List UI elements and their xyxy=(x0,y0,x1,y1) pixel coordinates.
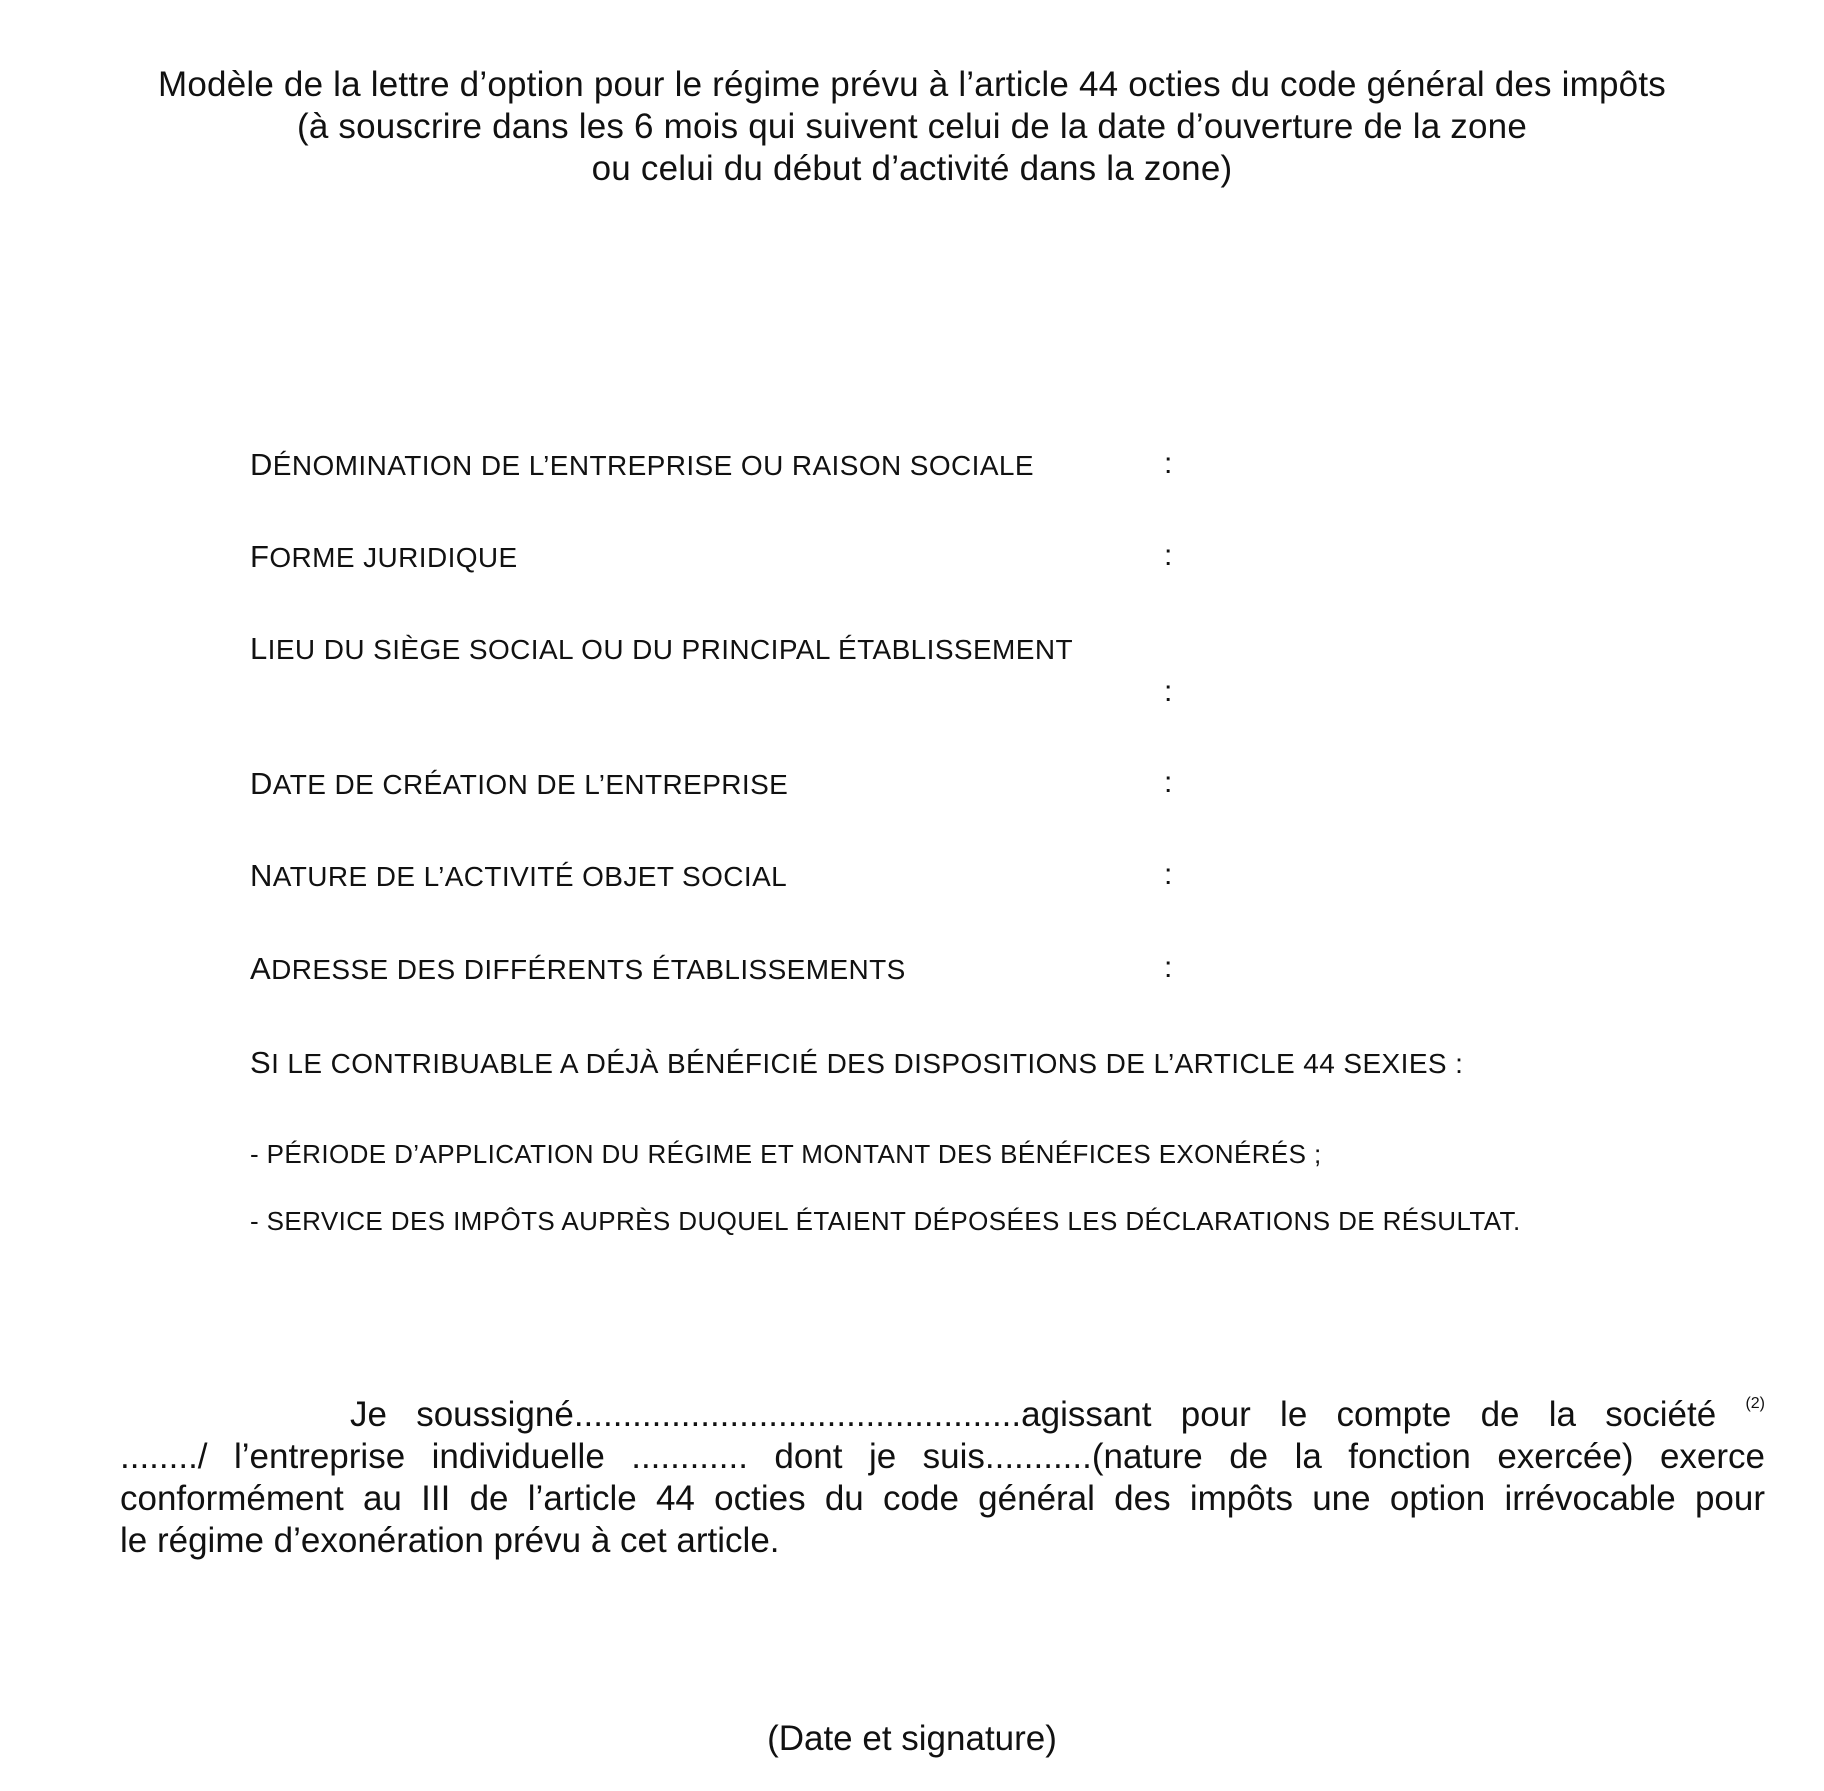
field-label: I LE CONTRIBUABLE A DÉJÀ BÉNÉFICIÉ DES DISPOSITIONS DE L’ARTICLE 44 SEXIES : xyxy=(271,1048,1464,1079)
field-establishments-address xyxy=(250,951,906,987)
field-activity-nature xyxy=(250,858,787,894)
field-label: ATURE DE L’ACTIVITÉ OBJET SOCIAL xyxy=(272,861,788,892)
field-colon: : xyxy=(1164,951,1173,984)
field-label: ÉNOMINATION DE L’ENTREPRISE OU RAISON SOCIALE xyxy=(272,450,1034,481)
sub-item-period: - PÉRIODE D’APPLICATION DU RÉGIME ET MONTANT DES BÉNÉFICES EXONÉRÉS ; xyxy=(250,1139,1322,1169)
field-initial: F xyxy=(250,539,270,574)
field-initial: L xyxy=(250,631,268,666)
footnote-marker: (2) xyxy=(1745,1395,1765,1412)
field-initial: D xyxy=(250,447,273,482)
field-colon: : xyxy=(1164,539,1173,572)
field-prior-benefit xyxy=(250,1045,1463,1081)
field-colon: : xyxy=(1164,675,1173,708)
title-line-2: (à souscrire dans les 6 mois qui suivent celui de la date d’ouverture de la zone xyxy=(296,107,1527,146)
field-initial: N xyxy=(250,858,273,893)
field-colon: : xyxy=(1164,858,1173,891)
sub-item-tax-office: - SERVICE DES IMPÔTS AUPRÈS DUQUEL ÉTAIENT DÉPOSÉES LES DÉCLARATIONS DE RÉSULTAT. xyxy=(250,1206,1521,1236)
field-legal-form xyxy=(250,539,518,575)
title-line-3: ou celui du début d’activité dans la zone) xyxy=(591,149,1233,188)
declaration-paragraph xyxy=(120,1383,1765,1562)
field-colon: : xyxy=(1164,766,1173,799)
field-initial: A xyxy=(250,951,272,986)
field-label: DRESSE DES DIFFÉRENTS ÉTABLISSEMENTS xyxy=(271,954,906,985)
declaration-line-4: le régime d’exonération prévu à cet article. xyxy=(120,1521,780,1560)
date-and-signature: (Date et signature) xyxy=(767,1719,1057,1758)
declaration-line-1 xyxy=(120,1383,1765,1436)
declaration-line-1-text: Je soussigné..............................................agissant pour le compte de la société xyxy=(350,1395,1717,1434)
field-head-office xyxy=(250,631,1073,667)
title-line-1: Modèle de la lettre d’option pour le régime prévu à l’article 44 octies du code général des impôts xyxy=(158,65,1666,104)
declaration-line-2: ......../ l’entreprise individuelle ............ dont je suis...........(nature de la fonction exercée) exerce xyxy=(120,1437,1765,1476)
field-initial: S xyxy=(250,1045,272,1080)
field-creation-date xyxy=(250,766,788,802)
field-label: ATE DE CRÉATION DE L’ENTREPRISE xyxy=(272,769,789,800)
field-colon: : xyxy=(1164,447,1173,480)
field-label: ORME JURIDIQUE xyxy=(269,542,518,573)
document-title xyxy=(0,64,1824,190)
field-initial: D xyxy=(250,766,273,801)
field-label: IEU DU SIÈGE SOCIAL OU DU PRINCIPAL ÉTABLISSEMENT xyxy=(267,634,1073,665)
declaration-line-3: conformément au III de l’article 44 octies du code général des impôts une option irrévocable pour xyxy=(120,1479,1765,1518)
field-company-name xyxy=(250,447,1034,483)
